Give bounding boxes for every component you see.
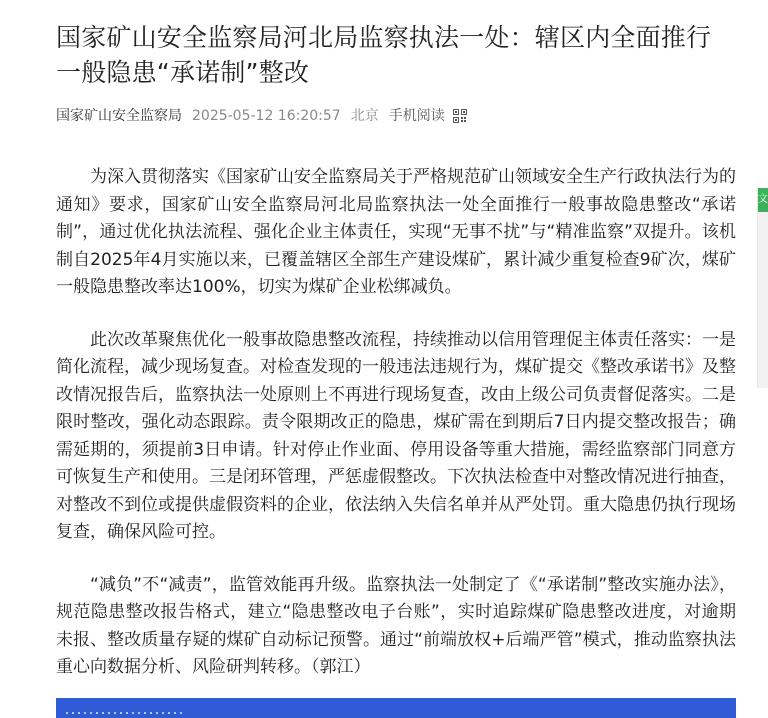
mobile-read-link[interactable]	[389, 106, 467, 126]
article-datetime: 2025-05-12 16:20:57	[192, 108, 341, 124]
article-location: 北京	[350, 108, 379, 124]
article	[56, 0, 736, 707]
article-paragraph: “减负”不“减责”，监管效能再升级。监察执法一处制定了《“承诺制”整改实施办法》，规范隐患整改报告格式，建立“隐患整改电子台账”，实时追踪煤矿隐患整改进度，对逾期未报、整改质量存疑的煤矿自动标记预警。通过“前端放权+后端严管”模式，推动监察执法重心向数据分析、风险研判转移。（郭江）	[56, 574, 736, 677]
qr-code-icon[interactable]	[453, 109, 467, 123]
page-title: 国家矿山安全监察局河北局监察执法一处：辖区内全面推行一般隐患“承诺制”整改	[56, 23, 712, 87]
bottom-banner	[56, 698, 736, 718]
side-tab-label[interactable]: 文	[758, 188, 768, 212]
article-paragraph: 此次改革聚焦优化一般事故隐患整改流程，持续推动以信用管理促主体责任落实：一是简化流程，减少现场复查。对检查发现的一般违法违规行为，煤矿提交《整改承诺书》及整改情况报告后，监察执法一处原则上不再进行现场复查，改由上级公司负责督促落实。二是限时整改，强化动态跟踪。责令限期改正的隐患，煤矿需在到期后7日内提交整改报告；确需延期的，须提前3日申请。针对停止作业面、停用设备等重大措施，需经监察部门同意方可恢复生产和使用。三是闭环管理，严惩虚假整改。下次执法检查中对整改情况进行抽查，对整改不到位或提供虚假资料的企业，依法纳入失信名单并从严处罚。重大隐患仍执行现场复查，确保风险可控。	[56, 329, 736, 542]
side-float-tab[interactable]	[757, 188, 768, 388]
article-body	[56, 164, 736, 682]
article-paragraph: 为深入贯彻落实《国家矿山安全监察局关于严格规范矿山领域安全生产行政执法行为的通知》要求，国家矿山安全监察局河北局监察执法一处全面推行一般事故隐患整改“承诺制”，通过优化执法流程、强化企业主体责任，实现“无事不扰”与“精准监察”双提升。该机制自2025年4月实施以来，已覆盖辖区全部生产建设煤矿，累计减少重复检查9矿次，煤矿一般隐患整改率达100%，切实为煤矿企业松绑减负。	[56, 167, 736, 297]
article-source[interactable]: 国家矿山安全监察局	[56, 108, 182, 124]
mobile-read-label: 手机阅读	[388, 108, 445, 124]
banner-decoration	[64, 712, 184, 714]
article-meta	[56, 106, 736, 126]
